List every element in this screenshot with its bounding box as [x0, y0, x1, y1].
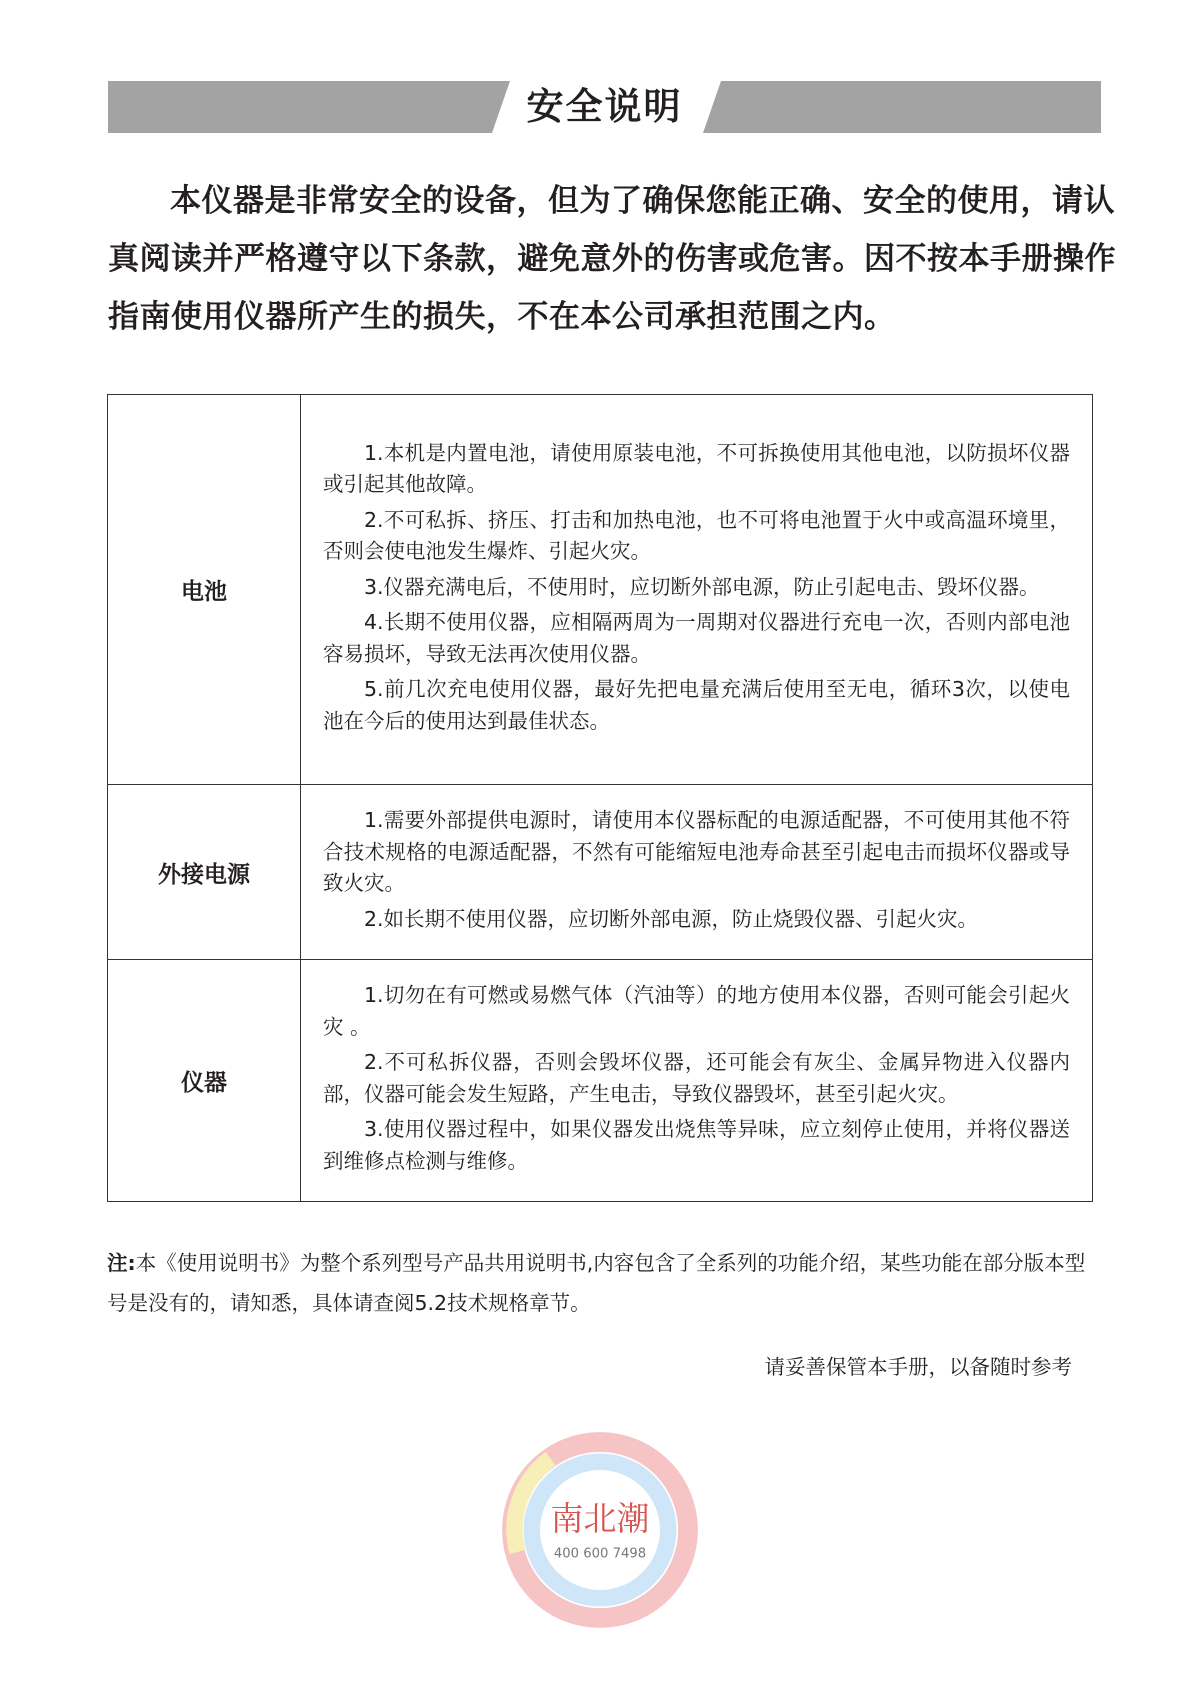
note — [107, 1243, 1087, 1323]
note-text: 本《使用说明书》为整个系列型号产品共用说明书,内容包含了全系列的功能介绍，某些功能在部分版本型号是没有的，请知悉，具体请查阅5.2技术规格章节。 — [107, 1251, 1086, 1315]
page-content — [107, 172, 1116, 1640]
note-label: 注: — [107, 1251, 136, 1275]
row-label: 仪器 — [108, 960, 301, 1202]
footer-text: 请妥善保管本手册，以备随时参考 — [764, 1355, 1072, 1379]
list-item: 1.需要外部提供电源时，请使用本仪器标配的电源适配器，不可使用其他不符合技术规格的电源适配器，不然有可能缩短电池寿命甚至引起电击而损坏仪器或导致火灾。 — [323, 808, 1070, 895]
list-item: 5.前几次充电使用仪器，最好先把电量充满后使用至无电，循环3次，以使电池在今后的使用达到最佳状态。 — [323, 677, 1070, 733]
list-item: 2.如长期不使用仪器，应切断外部电源，防止烧毁仪器、引起火灾。 — [364, 906, 979, 931]
list-item: 3.仪器充满电后，不使用时，应切断外部电源，防止引起电击、毁坏仪器。 — [364, 574, 1040, 599]
row-content — [301, 395, 1093, 785]
safety-table — [107, 394, 1093, 1202]
list-item: 2.不可私拆仪器，否则会毁坏仪器，还可能会有灰尘、金属异物进入仪器内部，仪器可能会发生短路，产生电击，导致仪器毁坏，甚至引起火灾。 — [323, 1050, 1070, 1106]
page-title: 安全说明 — [526, 85, 683, 128]
row-label: 电池 — [108, 395, 301, 785]
list-item: 1.切勿在有可燃或易燃气体（汽油等）的地方使用本仪器，否则可能会引起火灾 。 — [323, 983, 1070, 1039]
watermark-text: 南北潮 — [550, 1499, 650, 1538]
watermark-phone: 400 600 7498 — [553, 1546, 647, 1562]
section-header — [108, 81, 1101, 133]
row-label: 外接电源 — [108, 785, 301, 960]
list-item: 3.使用仪器过程中，如果仪器发出烧焦等异味，应立刻停止使用，并将仪器送到维修点检测与维修。 — [323, 1117, 1070, 1173]
intro-paragraph: 本仪器是非常安全的设备，但为了确保您能正确、安全的使用，请认真阅读并严格遵守以下条款，避免意外的伤害或危害。因不按本手册操作指南使用仪器所产生的损失，不在本公司承担范围之内。 — [108, 183, 1116, 335]
table-row — [108, 395, 1093, 785]
row-content — [301, 785, 1093, 960]
list-item: 4.长期不使用仪器，应相隔两周为一周期对仪器进行充电一次，否则内部电池容易损坏，导致无法再次使用仪器。 — [323, 610, 1070, 666]
list-item: 1.本机是内置电池，请使用原装电池，不可拆换使用其他电池，以防损坏仪器或引起其他故障。 — [323, 440, 1070, 497]
list-item: 2.不可私拆、挤压、打击和加热电池，也不可将电池置于火中或高温环境里，否则会使电池发生爆炸、引起火灾。 — [323, 507, 1070, 564]
table-row — [108, 785, 1093, 960]
watermark-logo — [490, 1420, 710, 1640]
row-content — [301, 960, 1093, 1202]
table-row — [108, 960, 1093, 1202]
